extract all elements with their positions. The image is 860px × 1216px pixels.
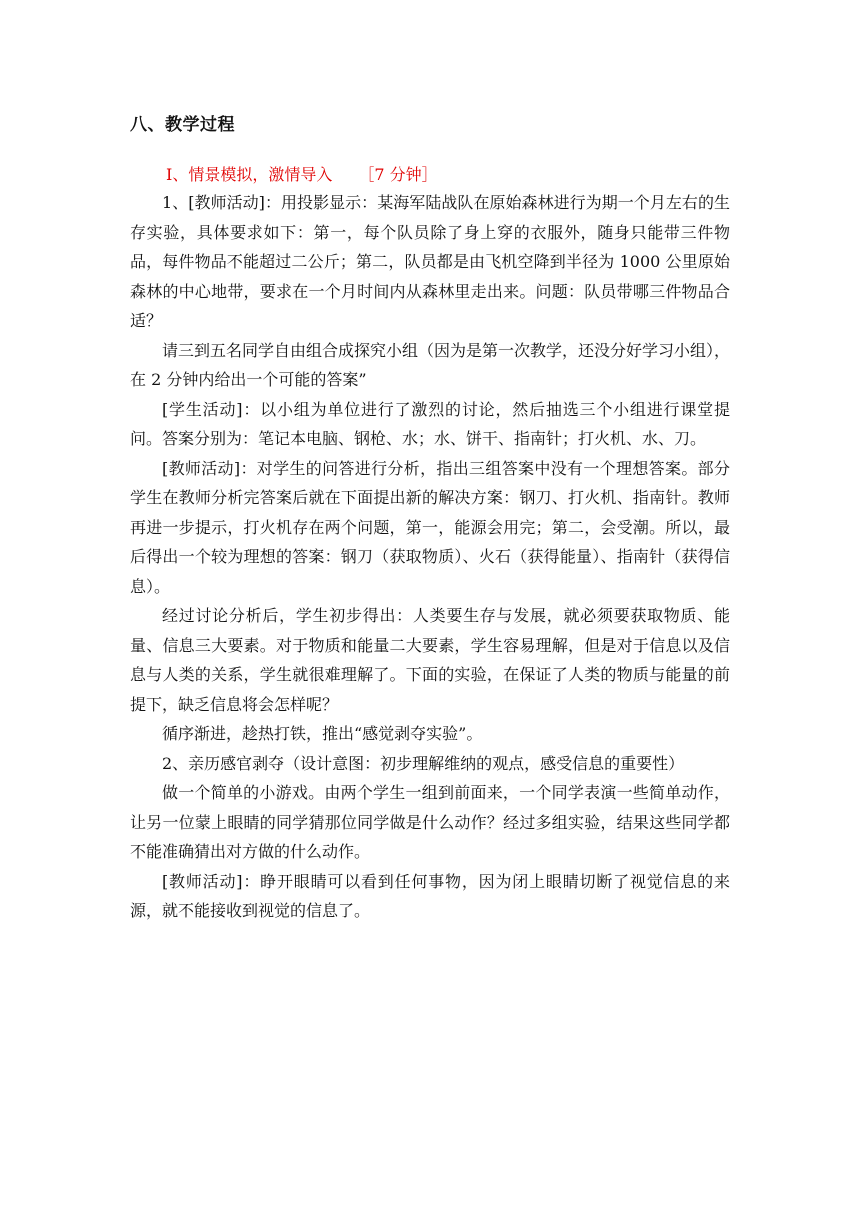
body-text (130, 188, 730, 926)
subsection-heading (166, 162, 438, 185)
paragraph: [教师活动]：睁开眼睛可以看到任何事物，因为闭上眼睛切断了视觉信息的来源，就不能接收到视觉的信息了。 (130, 871, 730, 920)
paragraph: 循序渐进，趁热打铁，推出“感觉剥夺实验”。 (162, 724, 483, 743)
section-heading: 八、教学过程 (130, 115, 235, 135)
paragraph: 经过讨论分析后，学生初步得出：人类要生存与发展，就必须要获取物质、能量、信息三大要素。对于物质和能量二大要素，学生容易理解，但是对于信息以及信息与人类的关系，学生就很难理解了。下面的实验，在保证了人类的物质与能量的前提下，缺乏信息将会怎样呢？ (130, 606, 730, 714)
paragraph: 2、亲历感官剥夺（设计意图：初步理解维纳的观点，感受信息的重要性） (162, 753, 685, 773)
paragraph: [学生活动]：以小组为单位进行了激烈的讨论，然后抽选三个小组进行课堂提问。答案分别为：笔记本电脑、钢枪、水；水、饼干、指南针；打火机、水、刀。 (130, 399, 730, 448)
paragraph: 1、[教师活动]：用投影显示：某海军陆战队在原始森林进行为期一个月左右的生存实验，具体要求如下：第一，每个队员除了身上穿的衣服外，随身只能带三件物品，每件物品不能超过二公斤；第二，队员都是由飞机空降到半径为 1000 公里原始森林的中心地带，要求在一个月时间内从森林里走出来。问题：队员带哪三件物品合适？ (130, 193, 730, 330)
paragraph: 请三到五名同学自由组合成探究小组（因为是第一次教学，还没分好学习小组），在 2 分钟内给出一个可能的答案” (130, 340, 731, 389)
subsection-duration: ［7 分钟］ (358, 165, 438, 184)
paragraph: 做一个简单的小游戏。由两个学生一组到前面来，一个同学表演一些简单动作，让另一位蒙上眼睛的同学猜那位同学做是什么动作？经过多组实验，结果这些同学都不能准确猜出对方做的什么动作。 (130, 783, 730, 861)
paragraph: [教师活动]：对学生的问答进行分析，指出三组答案中没有一个理想答案。部分学生在教师分析完答案后就在下面提出新的解决方案：钢刀、打火机、指南针。教师再进一步提示，打火机存在两个问题，第一，能源会用完；第二，会受潮。所以，最后得出一个较为理想的答案：钢刀（获取物质）、火石（获得能量）、指南针（获得信息）。 (130, 458, 730, 596)
subsection-title: Ⅰ、情景模拟，激情导入 (166, 165, 333, 184)
